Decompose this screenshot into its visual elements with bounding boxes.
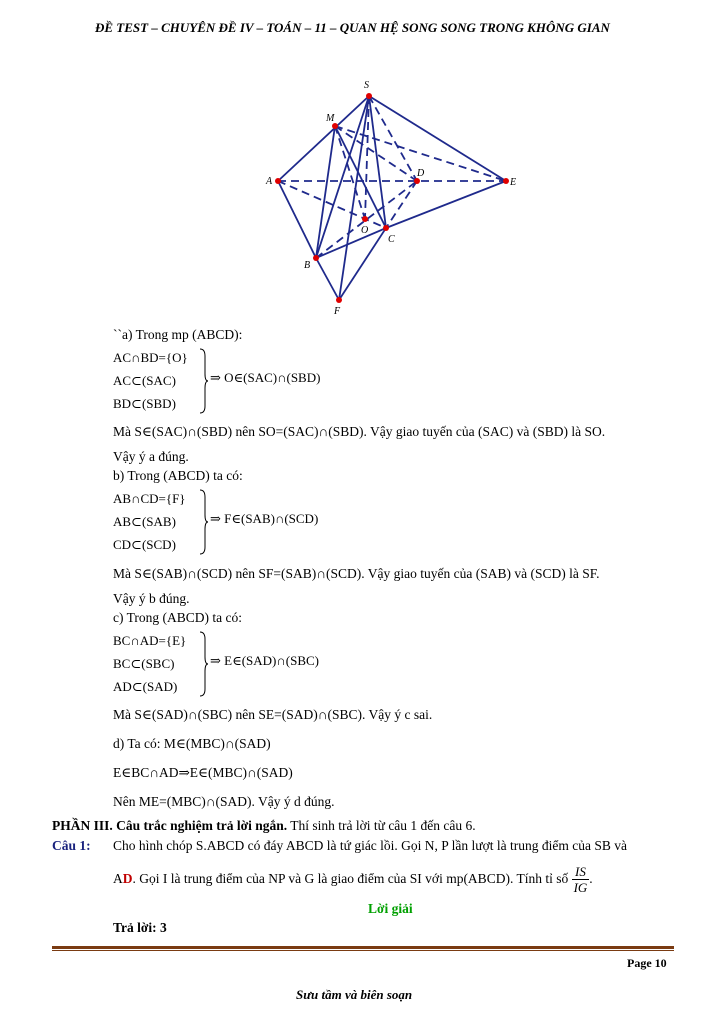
edge-SC <box>369 96 386 228</box>
part3-heading-rest: Thí sinh trả lời từ câu 1 đến câu 6. <box>287 818 476 833</box>
system-row: AB∩CD={F} <box>113 491 186 506</box>
question-text-a: A <box>113 871 123 886</box>
label-O: O <box>361 225 369 236</box>
footer-rule-thick <box>52 946 674 949</box>
question-text-line1: Cho hình chóp S.ABCD có đáy ABCD là tứ giác lồi. Gọi N, P lần lượt là trung điểm của SB và <box>113 838 627 853</box>
page-header-title: ĐỀ TEST – CHUYÊN ĐỀ IV – TOÁN – 11 – QUAN HỆ SONG SONG TRONG KHÔNG GIAN <box>95 20 610 35</box>
edge-MB <box>316 126 335 258</box>
fraction-numerator: IS <box>572 864 590 880</box>
hidden-edge-AC <box>278 181 386 228</box>
label-S: S <box>364 80 369 91</box>
label-D: D <box>417 168 425 179</box>
solution-label: Lời giải <box>368 901 413 916</box>
system-row: BD⊂(SBD) <box>113 396 176 411</box>
part-b-title: b) Trong (ABCD) ta có: <box>113 468 243 483</box>
part-d-line3: Nên ME=(MBC)∩(SAD). Vậy ý d đúng. <box>113 794 335 809</box>
question-text-end: . <box>589 871 593 886</box>
part-a-implication: ⇒ O∈(SAC)∩(SBD) <box>210 370 321 385</box>
part-b-system <box>113 487 186 556</box>
point-E <box>503 178 509 184</box>
system-row: AD⊂(SAD) <box>113 679 178 694</box>
point-S <box>366 93 372 99</box>
point-F <box>336 297 342 303</box>
system-row: AC⊂(SAC) <box>113 373 176 388</box>
edge-BF <box>316 258 339 300</box>
part-b-implication: ⇒ F∈(SAB)∩(SCD) <box>210 511 319 526</box>
ratio-fraction <box>572 864 593 896</box>
edge-AB <box>278 181 316 258</box>
system-row: BC⊂(SBC) <box>113 656 175 671</box>
label-A: A <box>266 176 273 187</box>
answer-text: Trả lời: 3 <box>113 920 167 935</box>
edge-SF <box>339 96 369 300</box>
edge-CE <box>386 181 506 228</box>
system-row: BC∩AD={E} <box>113 633 187 648</box>
system-row: CD⊂(SCD) <box>113 537 176 552</box>
part-a-system <box>113 346 188 415</box>
footer-rule-thin <box>52 950 674 951</box>
part-c-title: c) Trong (ABCD) ta có: <box>113 610 242 625</box>
part-b-line: Mà S∈(SAB)∩(SCD) nên SF=(SAB)∩(SCD). Vậy giao tuyến của (SAB) và (SCD) là SF. <box>113 566 600 581</box>
point-A <box>275 178 281 184</box>
part3-heading-bold: PHẦN III. Câu trắc nghiệm trả lời ngắn. <box>52 818 288 833</box>
part-a-line: Mà S∈(SAC)∩(SBD) nên SO=(SAC)∩(SBD). Vậy giao tuyến của (SAC) và (SBD) là SO. <box>113 424 606 439</box>
pyramid-figure <box>260 75 550 320</box>
part-b-conclusion: Vậy ý b đúng. <box>113 591 190 606</box>
edge-SE <box>369 96 506 181</box>
point-C <box>383 225 389 231</box>
part-d-line1: d) Ta có: M∈(MBC)∩(SAD) <box>113 736 271 751</box>
part-a-conclusion: Vậy ý a đúng. <box>113 449 189 464</box>
part-a-title: ``a) Trong mp (ABCD): <box>113 327 243 342</box>
part-a-brace <box>199 348 209 414</box>
part-d-line2: E∈BC∩AD⇒E∈(MBC)∩(SAD) <box>113 765 293 780</box>
label-E: E <box>510 177 517 188</box>
label-C: C <box>388 234 395 245</box>
page-number: Page 10 <box>627 956 667 970</box>
system-row: AC∩BD={O} <box>113 350 188 365</box>
hidden-edge-MO <box>335 126 365 219</box>
question-text-d: D <box>122 871 133 886</box>
question-text-rest: . Gọi I là trung điểm của NP và G là giao điểm của SI với mp(ABCD). Tính tỉ số <box>132 871 569 886</box>
label-M: M <box>326 113 335 124</box>
label-F: F <box>334 306 341 317</box>
point-O <box>362 216 368 222</box>
part-b-brace <box>199 489 209 555</box>
part-c-implication: ⇒ E∈(SAD)∩(SBC) <box>210 653 319 668</box>
part-c-system <box>113 629 186 698</box>
part-c-brace <box>199 631 209 697</box>
part3-heading <box>52 818 476 834</box>
hidden-edge-DF <box>386 181 417 228</box>
fraction-denominator: IG <box>573 880 588 896</box>
question-label: Câu 1: <box>52 838 91 853</box>
point-B <box>313 255 319 261</box>
question-text-line2 <box>113 864 593 895</box>
footer-credit: Sưu tầm và biên soạn <box>296 987 413 1002</box>
system-row: AB⊂(SAB) <box>113 514 176 529</box>
part-c-line: Mà S∈(SAD)∩(SBC) nên SE=(SAD)∩(SBC). Vậy ý c sai. <box>113 707 433 722</box>
label-B: B <box>304 260 311 271</box>
